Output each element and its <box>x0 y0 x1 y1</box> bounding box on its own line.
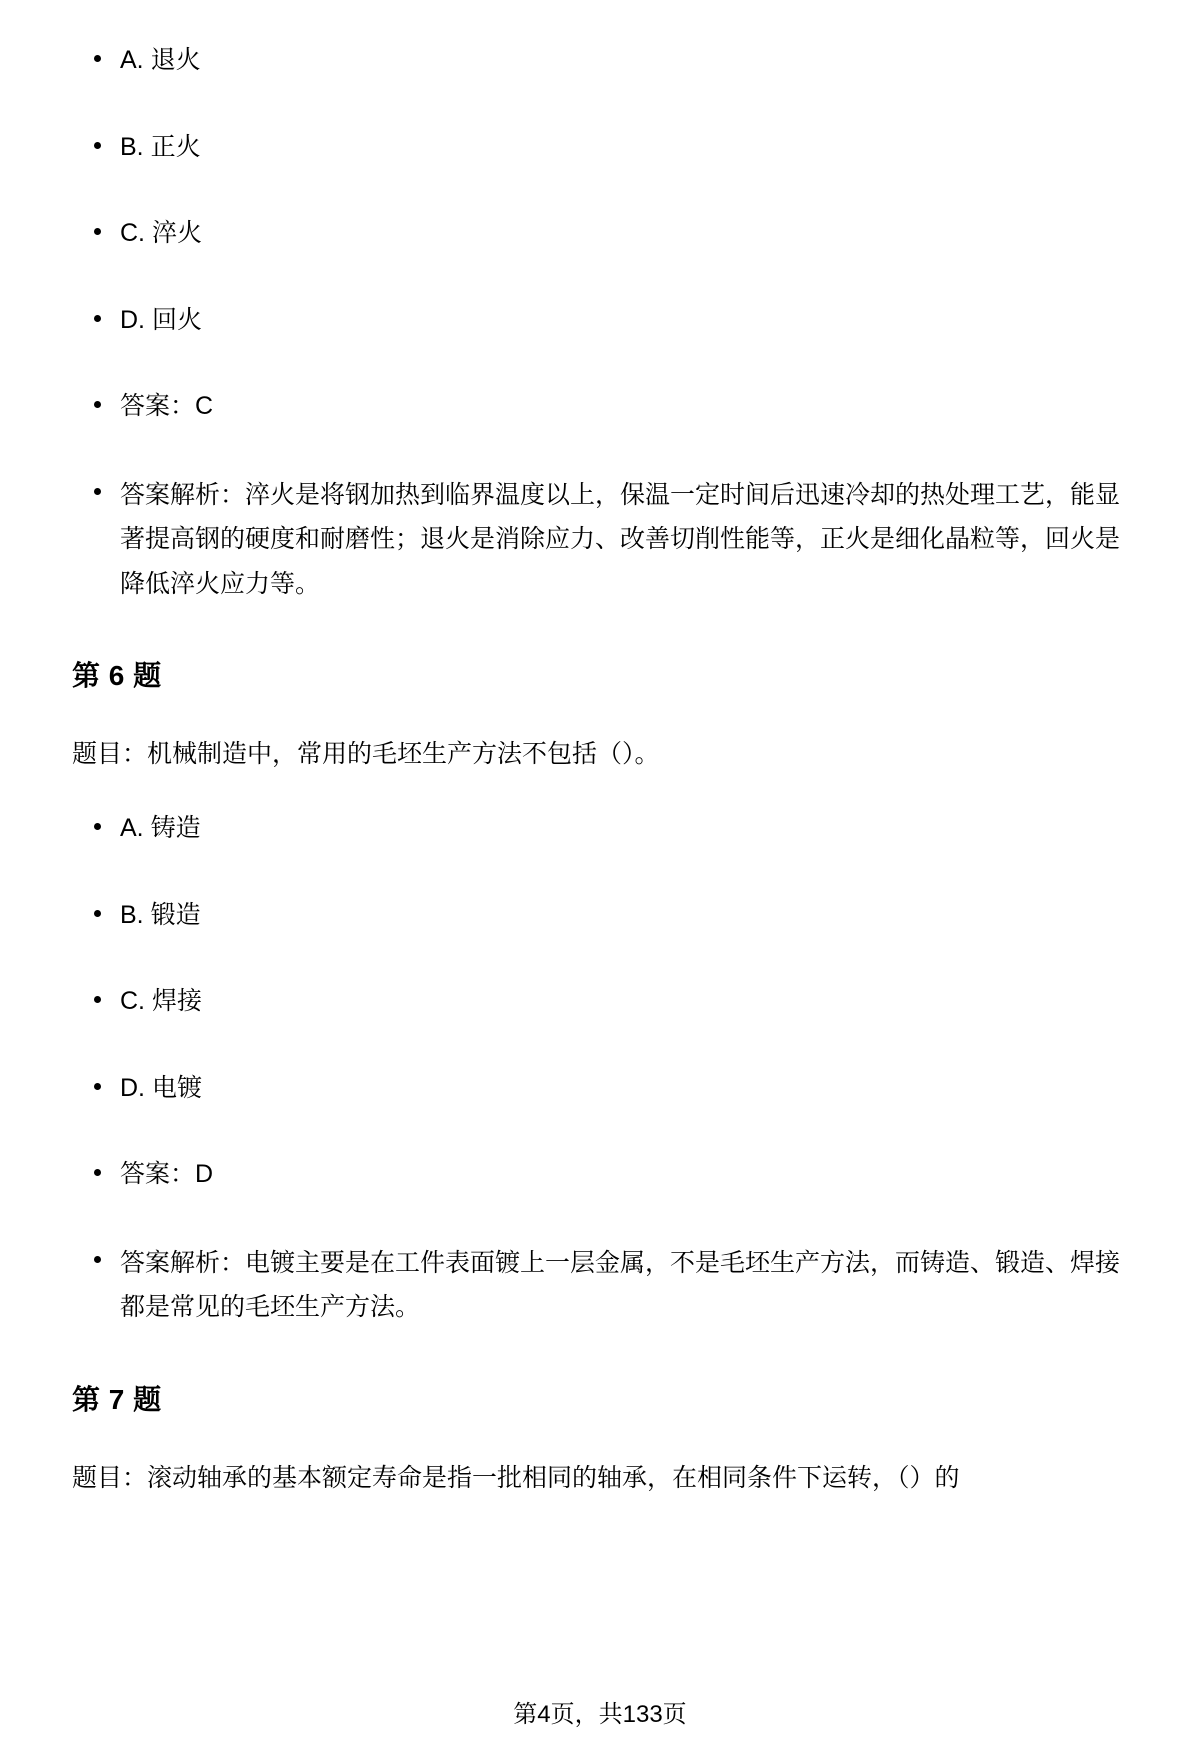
question6-heading: 第 6 题 <box>72 660 162 691</box>
bullet-icon <box>94 142 101 149</box>
question6-options-list <box>72 808 1128 1330</box>
page-footer: 第4页，共133页 <box>513 1701 687 1728</box>
option-item[interactable] <box>72 1068 1128 1109</box>
answer-label: 答案：D <box>120 1160 214 1188</box>
bullet-icon <box>94 823 101 830</box>
option-item[interactable] <box>72 808 1128 849</box>
option-label: D. 回火 <box>120 305 202 334</box>
bullet-icon <box>94 228 101 235</box>
bullet-icon <box>94 1083 101 1090</box>
option-label: B. 正火 <box>120 132 201 161</box>
option-item[interactable] <box>72 981 1128 1022</box>
answer-item <box>72 1154 1128 1195</box>
bullet-icon <box>94 55 101 62</box>
option-label: A. 退火 <box>120 46 201 74</box>
option-label: C. 淬火 <box>120 219 202 247</box>
question5-options-list <box>72 40 1128 606</box>
option-label: B. 锻造 <box>120 900 201 929</box>
question6-prompt: 题目：机械制造中，常用的毛坯生产方法不包括（）。 <box>72 740 660 768</box>
explanation-text: 答案解析：淬火是将钢加热到临界温度以上，保温一定时间后迅速冷却的热处理工艺，能显著提高钢的硬度和耐磨性；退火是消除应力、改善切削性能等，正火是细化晶粒等，回火是降低淬火应力等。 <box>120 480 1121 598</box>
option-item[interactable] <box>72 300 1128 341</box>
bullet-icon <box>94 488 101 495</box>
bullet-icon <box>94 996 101 1003</box>
answer-item <box>72 386 1128 427</box>
question7-prompt: 题目：滚动轴承的基本额定寿命是指一批相同的轴承，在相同条件下运转，（）的 <box>72 1463 960 1492</box>
bullet-icon <box>94 1256 101 1263</box>
bullet-icon <box>94 315 101 322</box>
explanation-text: 答案解析：电镀主要是在工件表面镀上一层金属，不是毛坯生产方法，而铸造、锻造、焊接都是常见的毛坯生产方法。 <box>120 1248 1121 1321</box>
question7-heading: 第 7 题 <box>72 1383 162 1415</box>
bullet-icon <box>94 401 101 408</box>
option-item[interactable] <box>72 213 1128 254</box>
option-item[interactable] <box>72 127 1128 168</box>
option-label: A. 铸造 <box>120 814 201 842</box>
explanation-item <box>72 1241 1128 1330</box>
option-item[interactable] <box>72 40 1128 81</box>
option-item[interactable] <box>72 895 1128 936</box>
option-label: D. 电镀 <box>120 1073 202 1102</box>
answer-label: 答案：C <box>120 392 214 420</box>
option-label: C. 焊接 <box>120 987 202 1015</box>
explanation-item <box>72 473 1128 607</box>
bullet-icon <box>94 910 101 917</box>
bullet-icon <box>94 1169 101 1176</box>
